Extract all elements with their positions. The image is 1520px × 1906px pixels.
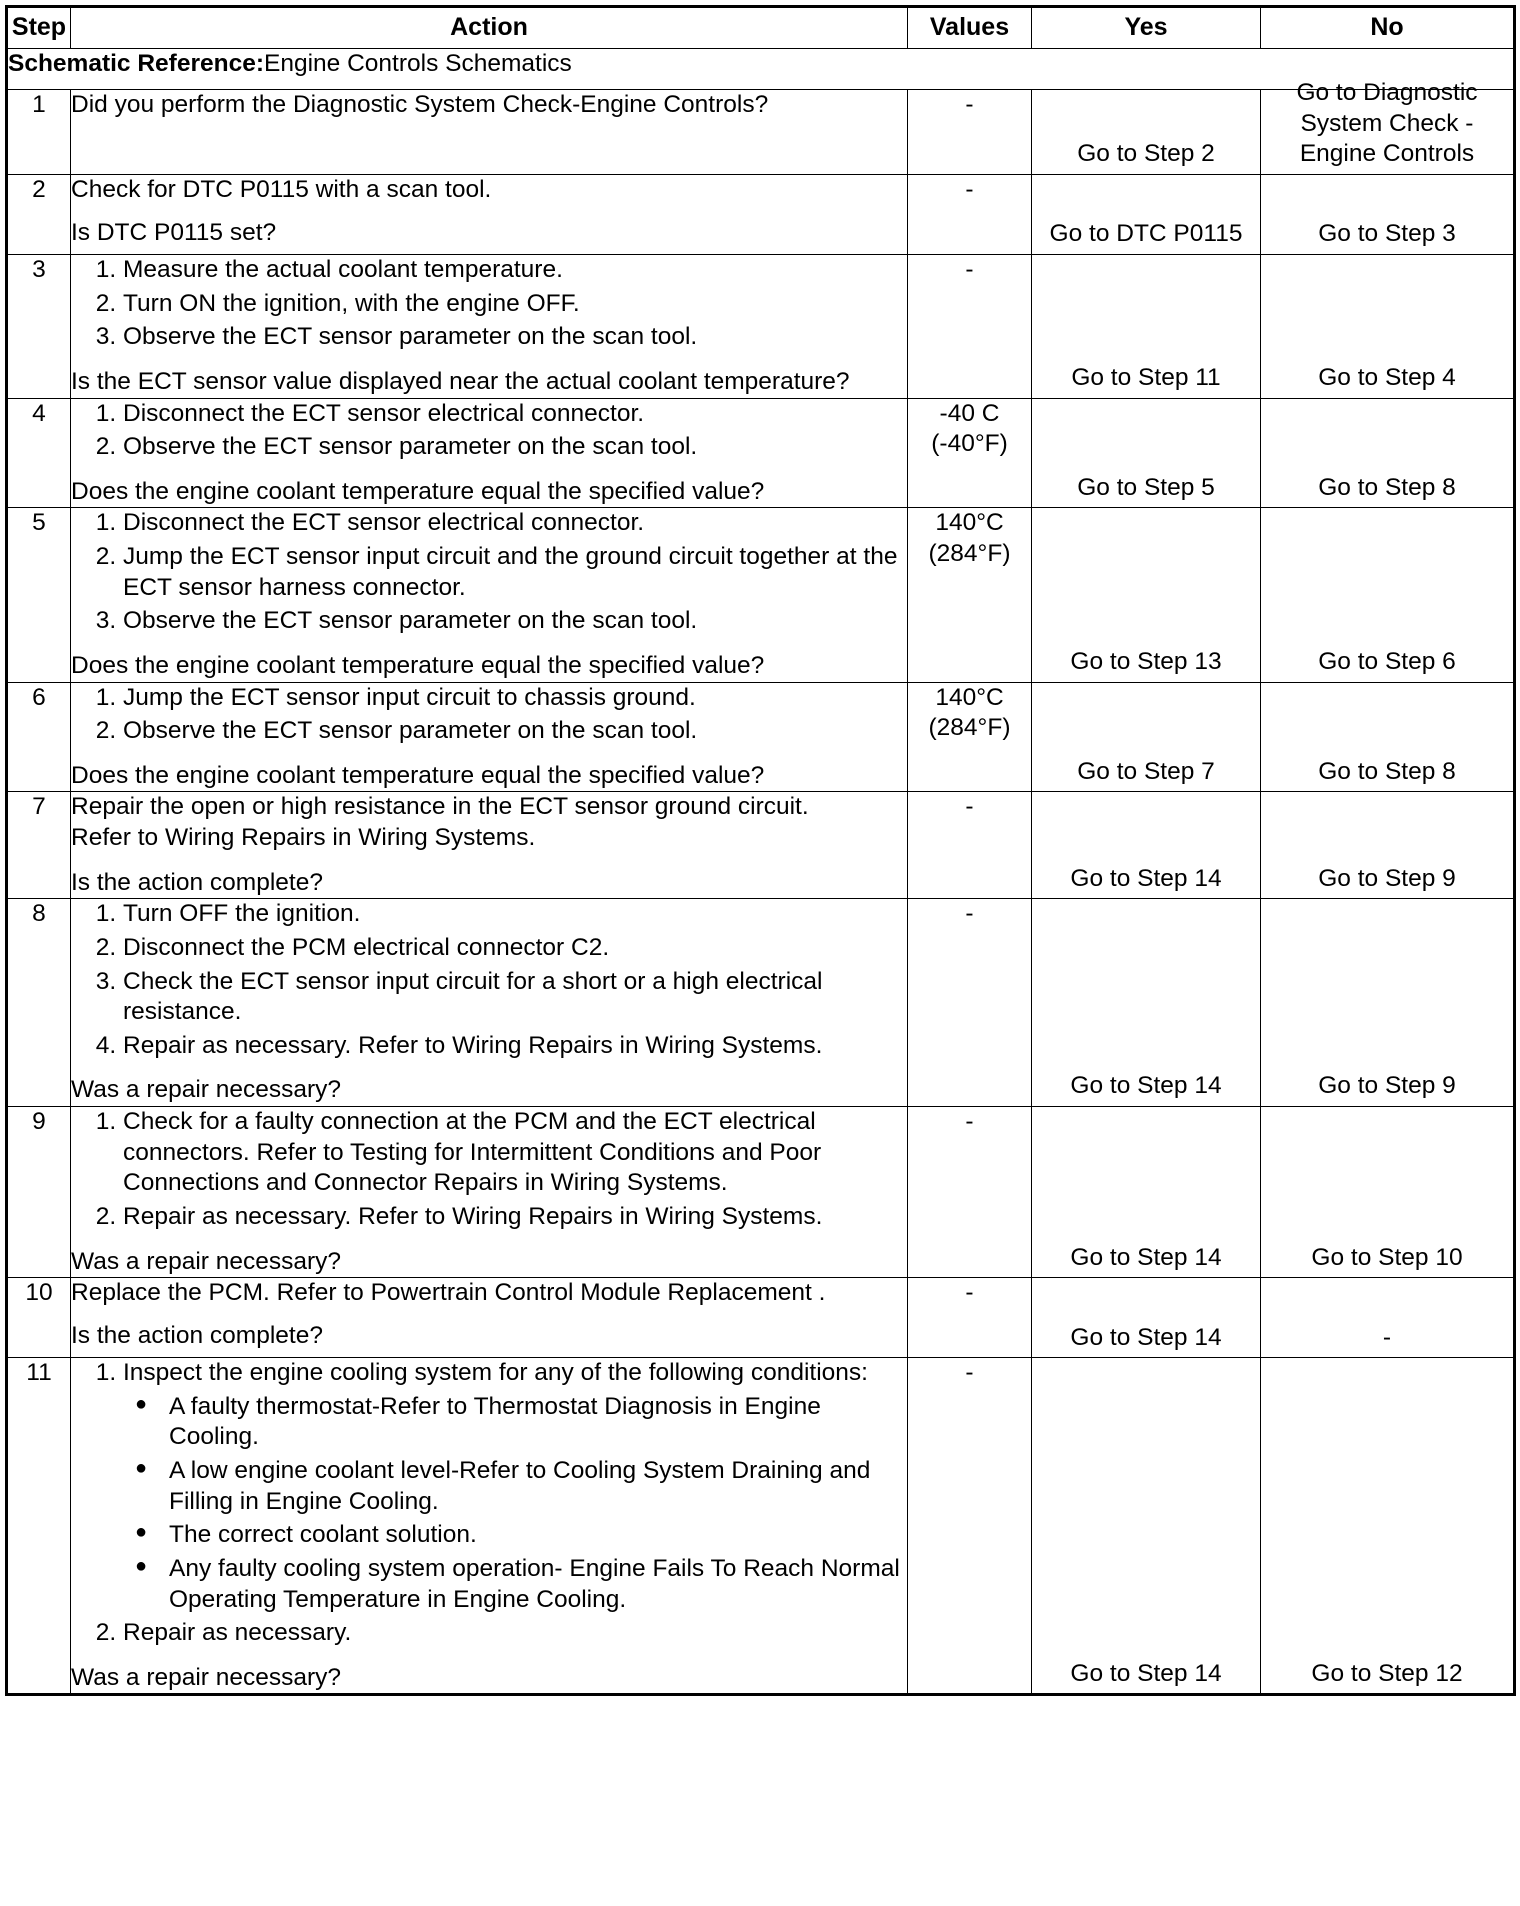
action-text: Did you perform the Diagnostic System Check-Engine Controls? — [71, 91, 769, 118]
action-cell — [71, 90, 908, 175]
action-text: Replace the PCM. Refer to Powertrain Control Module Replacement . — [71, 1279, 826, 1307]
yes-link[interactable]: Go to Step 14 — [1070, 1072, 1222, 1100]
action-cell — [71, 1278, 908, 1358]
action-text-reference: Refer to Wiring Repairs in Wiring Systems. — [71, 824, 536, 851]
bullet-item: ● A faulty thermostat-Refer to Thermostat Diagnosis in Engine Cooling. — [169, 1392, 907, 1453]
action-question: Is the action complete? — [71, 1321, 323, 1349]
yes-link[interactable]: Go to Step 14 — [1070, 1323, 1222, 1351]
yes-link[interactable]: Go to Step 14 — [1070, 1243, 1222, 1271]
yes-link[interactable]: Go to Step 14 — [1070, 864, 1222, 892]
action-cell — [71, 1358, 908, 1695]
yes-cell — [1032, 90, 1261, 175]
list-item: 2. Jump the ECT sensor input circuit and the ground circuit together at the ECT sensor harness connector. — [123, 542, 907, 603]
no-cell — [1261, 1278, 1515, 1358]
step-number: 11 — [7, 1358, 71, 1695]
yes-cell — [1032, 1278, 1261, 1358]
diagnostic-table — [5, 5, 1516, 1696]
no-cell — [1261, 175, 1515, 255]
action-question: Is DTC P0115 set? — [71, 218, 277, 246]
action-steps — [71, 399, 907, 463]
values-cell: - — [908, 899, 1032, 1107]
no-link[interactable]: Go to Step 4 — [1318, 363, 1456, 391]
yes-cell — [1032, 682, 1261, 792]
table-row — [7, 175, 1515, 255]
value-metric: -40 C — [939, 399, 1000, 427]
action-steps — [71, 683, 907, 747]
action-steps — [71, 255, 907, 353]
yes-link[interactable]: Go to Step 13 — [1070, 647, 1222, 675]
schematic-reference-link[interactable]: Engine Controls Schematics — [264, 50, 572, 77]
list-item: 2. Observe the ECT sensor parameter on the scan tool. — [123, 432, 907, 463]
list-item: 2. Disconnect the PCM electrical connector C2. — [123, 933, 907, 964]
step-number: 6 — [7, 682, 71, 792]
header-values: Values — [908, 7, 1032, 49]
table-row — [7, 1358, 1515, 1695]
list-item: 1. Disconnect the ECT sensor electrical connector. — [123, 399, 907, 430]
list-item: 2. Observe the ECT sensor parameter on the scan tool. — [123, 716, 907, 747]
values-cell: - — [908, 1278, 1032, 1358]
bullet-item: ● The correct coolant solution. — [169, 1520, 907, 1551]
values-cell: - — [908, 175, 1032, 255]
values-cell — [908, 508, 1032, 682]
list-item: 1. Measure the actual coolant temperature. — [123, 255, 907, 286]
action-steps — [71, 508, 907, 637]
step-number: 2 — [7, 175, 71, 255]
table-row — [7, 398, 1515, 508]
table-row — [7, 508, 1515, 682]
values-cell: - — [908, 90, 1032, 175]
action-text: Check for DTC P0115 with a scan tool. — [71, 176, 492, 203]
no-link[interactable]: Go to Step 12 — [1311, 1659, 1463, 1687]
condition-list — [123, 1392, 907, 1615]
yes-cell — [1032, 792, 1261, 899]
list-item: 1. Disconnect the ECT sensor electrical connector. — [123, 508, 907, 539]
no-link[interactable]: Go to Step 10 — [1311, 1243, 1463, 1271]
table-row — [7, 792, 1515, 899]
step-number: 8 — [7, 899, 71, 1107]
action-question: Was a repair necessary? — [71, 1663, 342, 1691]
list-item-text: Inspect the engine cooling system for any of the following conditions: — [123, 1359, 868, 1387]
list-item: 2. Repair as necessary. Refer to Wiring Repairs in Wiring Systems. — [123, 1202, 907, 1233]
schematic-reference-label: Schematic Reference: — [8, 50, 265, 77]
action-cell — [71, 792, 908, 899]
action-text: Repair the open or high resistance in the ECT sensor ground circuit. — [71, 793, 809, 821]
step-number: 3 — [7, 255, 71, 399]
action-steps — [71, 899, 907, 1061]
no-value: - — [1382, 1323, 1392, 1351]
action-cell — [71, 682, 908, 792]
header-row — [7, 7, 1515, 49]
action-steps — [71, 1358, 907, 1649]
step-number: 7 — [7, 792, 71, 899]
no-link[interactable]: Go to Step 6 — [1318, 647, 1456, 675]
yes-cell — [1032, 398, 1261, 508]
no-cell — [1261, 398, 1515, 508]
value-metric: 140°C — [935, 683, 1004, 711]
header-action: Action — [71, 7, 908, 49]
yes-cell — [1032, 175, 1261, 255]
action-cell — [71, 175, 908, 255]
value-imperial: (-40°F) — [931, 430, 1008, 458]
step-number: 5 — [7, 508, 71, 682]
step-number: 9 — [7, 1107, 71, 1278]
table-row — [7, 1107, 1515, 1278]
value-imperial: (284°F) — [928, 714, 1011, 742]
action-cell — [71, 1107, 908, 1278]
yes-link[interactable]: Go to Step 11 — [1071, 363, 1221, 391]
step-number: 10 — [7, 1278, 71, 1358]
no-link[interactable]: Go to Diagnostic System Check - Engine Controls — [1296, 79, 1478, 168]
action-question: Does the engine coolant temperature equal the specified value? — [71, 761, 765, 789]
no-cell — [1261, 1107, 1515, 1278]
yes-link[interactable]: Go to Step 7 — [1077, 757, 1215, 785]
yes-link[interactable]: Go to Step 2 — [1077, 140, 1215, 168]
action-question: Was a repair necessary? — [71, 1076, 342, 1104]
action-cell — [71, 899, 908, 1107]
header-yes: Yes — [1032, 7, 1261, 49]
action-question: Was a repair necessary? — [71, 1247, 342, 1275]
table-row — [7, 682, 1515, 792]
table-row — [7, 90, 1515, 175]
list-item: 3. Observe the ECT sensor parameter on the scan tool. — [123, 322, 907, 353]
yes-link[interactable]: Go to DTC P0115 — [1049, 220, 1243, 248]
yes-cell — [1032, 1358, 1261, 1695]
values-cell: - — [908, 1358, 1032, 1695]
table-row — [7, 255, 1515, 399]
no-link[interactable]: Go to Step 3 — [1318, 220, 1456, 248]
step-number: 4 — [7, 398, 71, 508]
yes-cell — [1032, 508, 1261, 682]
no-cell — [1261, 682, 1515, 792]
action-cell — [71, 398, 908, 508]
values-cell: - — [908, 1107, 1032, 1278]
yes-cell — [1032, 255, 1261, 399]
list-item: 2. Repair as necessary. — [123, 1618, 907, 1649]
action-steps — [71, 1107, 907, 1233]
list-item: 1. Turn OFF the ignition. — [123, 899, 907, 930]
table-row — [7, 1278, 1515, 1358]
no-link[interactable]: Go to Step 9 — [1318, 1072, 1456, 1100]
no-cell — [1261, 1358, 1515, 1695]
value-imperial: (284°F) — [928, 540, 1011, 567]
list-item — [123, 1358, 907, 1615]
list-item: 1. Check for a faulty connection at the PCM and the ECT electrical connectors. Refer to Testing for Intermittent Conditions and Poor Connections and Connector Repairs in Wiring Systems. — [123, 1107, 907, 1199]
action-cell — [71, 255, 908, 399]
bullet-item: ● Any faulty cooling system operation- Engine Fails To Reach Normal Operating Temperature in Engine Cooling. — [169, 1554, 907, 1615]
yes-link[interactable]: Go to Step 5 — [1077, 473, 1215, 501]
no-cell — [1261, 255, 1515, 399]
list-item: 1. Jump the ECT sensor input circuit to chassis ground. — [123, 683, 907, 714]
list-item: 3. Observe the ECT sensor parameter on the scan tool. — [123, 606, 907, 637]
header-step: Step — [7, 7, 71, 49]
no-link[interactable]: Go to Step 8 — [1318, 473, 1456, 501]
action-question: Does the engine coolant temperature equal the specified value? — [71, 477, 765, 505]
action-question: Is the ECT sensor value displayed near the actual coolant temperature? — [71, 367, 850, 395]
no-cell — [1261, 79, 1515, 175]
no-cell — [1261, 792, 1515, 899]
values-cell — [908, 682, 1032, 792]
header-no: No — [1261, 7, 1515, 49]
no-link[interactable]: Go to Step 8 — [1318, 757, 1456, 785]
yes-cell — [1032, 1107, 1261, 1278]
values-cell: - — [908, 792, 1032, 899]
action-question: Does the engine coolant temperature equal the specified value? — [71, 651, 765, 679]
action-question: Is the action complete? — [71, 868, 323, 896]
no-link[interactable]: Go to Step 9 — [1318, 864, 1456, 892]
list-item: 3. Check the ECT sensor input circuit for a short or a high electrical resistance. — [123, 967, 907, 1028]
list-item: 2. Turn ON the ignition, with the engine OFF. — [123, 289, 907, 320]
step-number: 1 — [7, 90, 71, 175]
values-cell: - — [908, 255, 1032, 399]
list-item: 4. Repair as necessary. Refer to Wiring Repairs in Wiring Systems. — [123, 1031, 907, 1062]
value-metric: 140°C — [935, 509, 1004, 537]
values-cell — [908, 398, 1032, 508]
table-row — [7, 899, 1515, 1107]
no-cell — [1261, 899, 1515, 1107]
yes-cell — [1032, 899, 1261, 1107]
bullet-item: ● A low engine coolant level-Refer to Cooling System Draining and Filling in Engine Cooling. — [169, 1456, 907, 1517]
no-cell — [1261, 508, 1515, 682]
yes-link[interactable]: Go to Step 14 — [1070, 1659, 1222, 1687]
action-cell — [71, 508, 908, 682]
